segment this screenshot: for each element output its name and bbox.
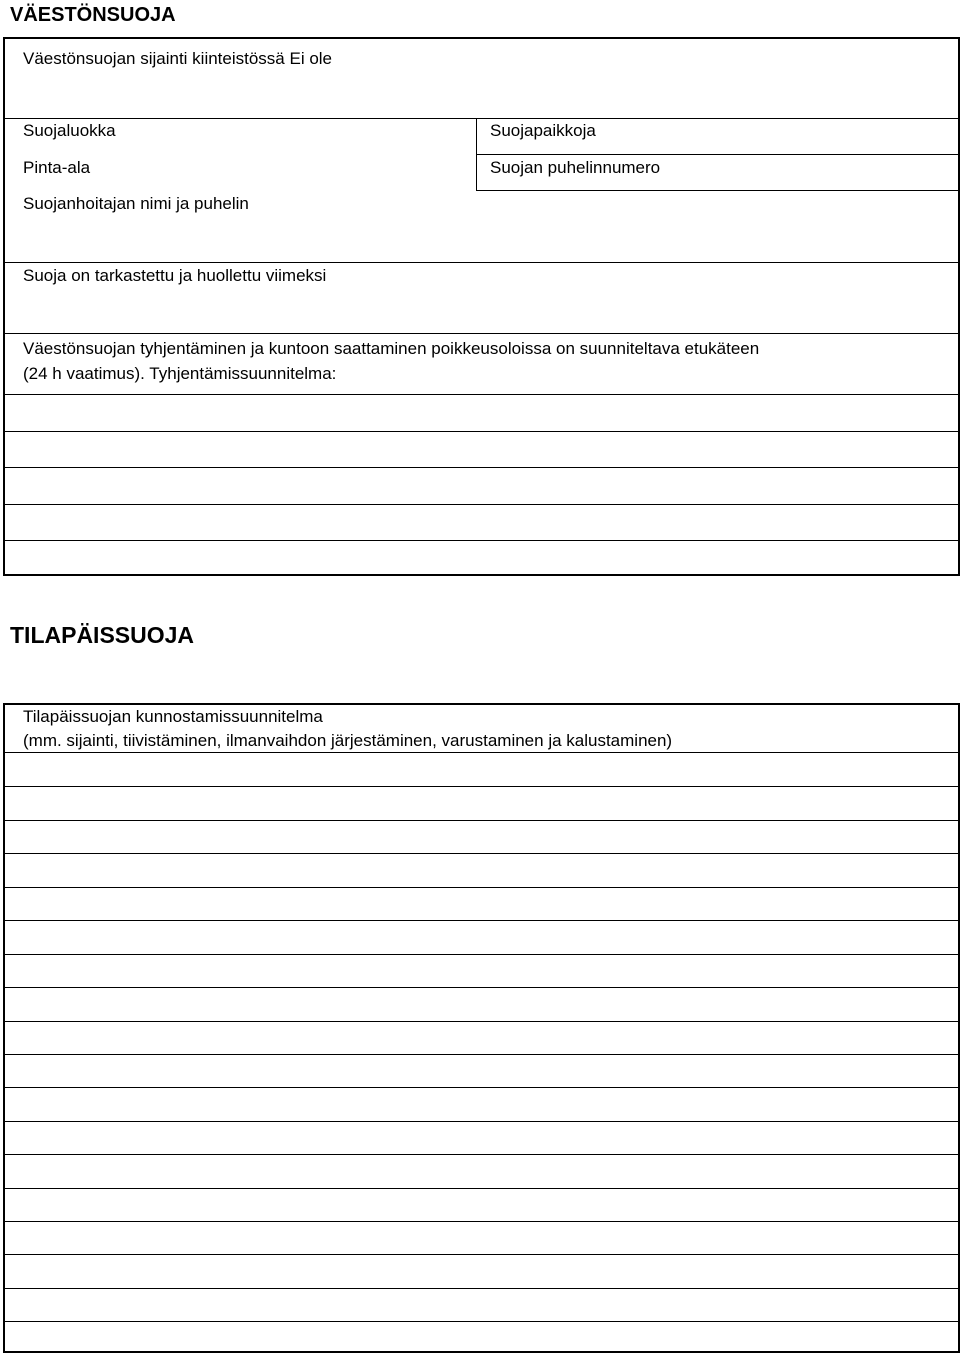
write-line bbox=[3, 467, 960, 468]
write-line bbox=[3, 1054, 960, 1055]
write-line bbox=[3, 1321, 960, 1322]
write-line bbox=[3, 1087, 960, 1088]
section-title-vaestonsuoja: VÄESTÖNSUOJA bbox=[10, 4, 176, 26]
write-line bbox=[3, 853, 960, 854]
field-area: Pinta-ala bbox=[23, 158, 91, 177]
field-inspected: Suoja on tarkastettu ja huollettu viimeksi bbox=[23, 266, 327, 285]
write-line bbox=[3, 1021, 960, 1022]
write-line bbox=[3, 987, 960, 988]
field-emptying-line2: (24 h vaatimus). Tyhjentämissuunnitelma: bbox=[23, 364, 337, 383]
write-line bbox=[3, 1221, 960, 1222]
field-plan-line2: (mm. sijainti, tiivistäminen, ilmanvaihdon järjestäminen, varustaminen ja kalustaminen) bbox=[23, 731, 673, 750]
tilapaissuoja-form-box bbox=[3, 703, 960, 1353]
write-line bbox=[3, 1254, 960, 1255]
field-shelter-class: Suojaluokka bbox=[23, 121, 116, 140]
form-divider bbox=[476, 154, 960, 155]
write-line bbox=[3, 504, 960, 505]
write-line bbox=[3, 820, 960, 821]
form-column-divider bbox=[476, 118, 477, 190]
write-line bbox=[3, 1288, 960, 1289]
write-line bbox=[3, 920, 960, 921]
field-places: Suojapaikkoja bbox=[490, 121, 596, 140]
write-line bbox=[3, 786, 960, 787]
write-line bbox=[3, 752, 960, 753]
form-divider bbox=[3, 118, 960, 119]
field-location: Väestönsuojan sijainti kiinteistössä Ei ole bbox=[23, 49, 333, 68]
write-line bbox=[3, 887, 960, 888]
write-line bbox=[3, 540, 960, 541]
write-line bbox=[3, 954, 960, 955]
write-line bbox=[3, 431, 960, 432]
write-line bbox=[3, 394, 960, 395]
field-caretaker: Suojanhoitajan nimi ja puhelin bbox=[23, 194, 249, 213]
form-divider bbox=[3, 333, 960, 334]
write-line bbox=[3, 1121, 960, 1122]
write-line bbox=[3, 1188, 960, 1189]
form-divider bbox=[476, 190, 960, 191]
field-plan-line1: Tilapäissuojan kunnostamissuunnitelma bbox=[23, 707, 323, 726]
field-phone: Suojan puhelinnumero bbox=[490, 158, 661, 177]
section-title-tilapaissuoja: TILAPÄISSUOJA bbox=[10, 622, 195, 648]
field-emptying-line1: Väestönsuojan tyhjentäminen ja kuntoon saattaminen poikkeusoloissa on suunniteltava etukäteen bbox=[23, 339, 760, 358]
form-divider bbox=[3, 262, 960, 263]
write-line bbox=[3, 1154, 960, 1155]
